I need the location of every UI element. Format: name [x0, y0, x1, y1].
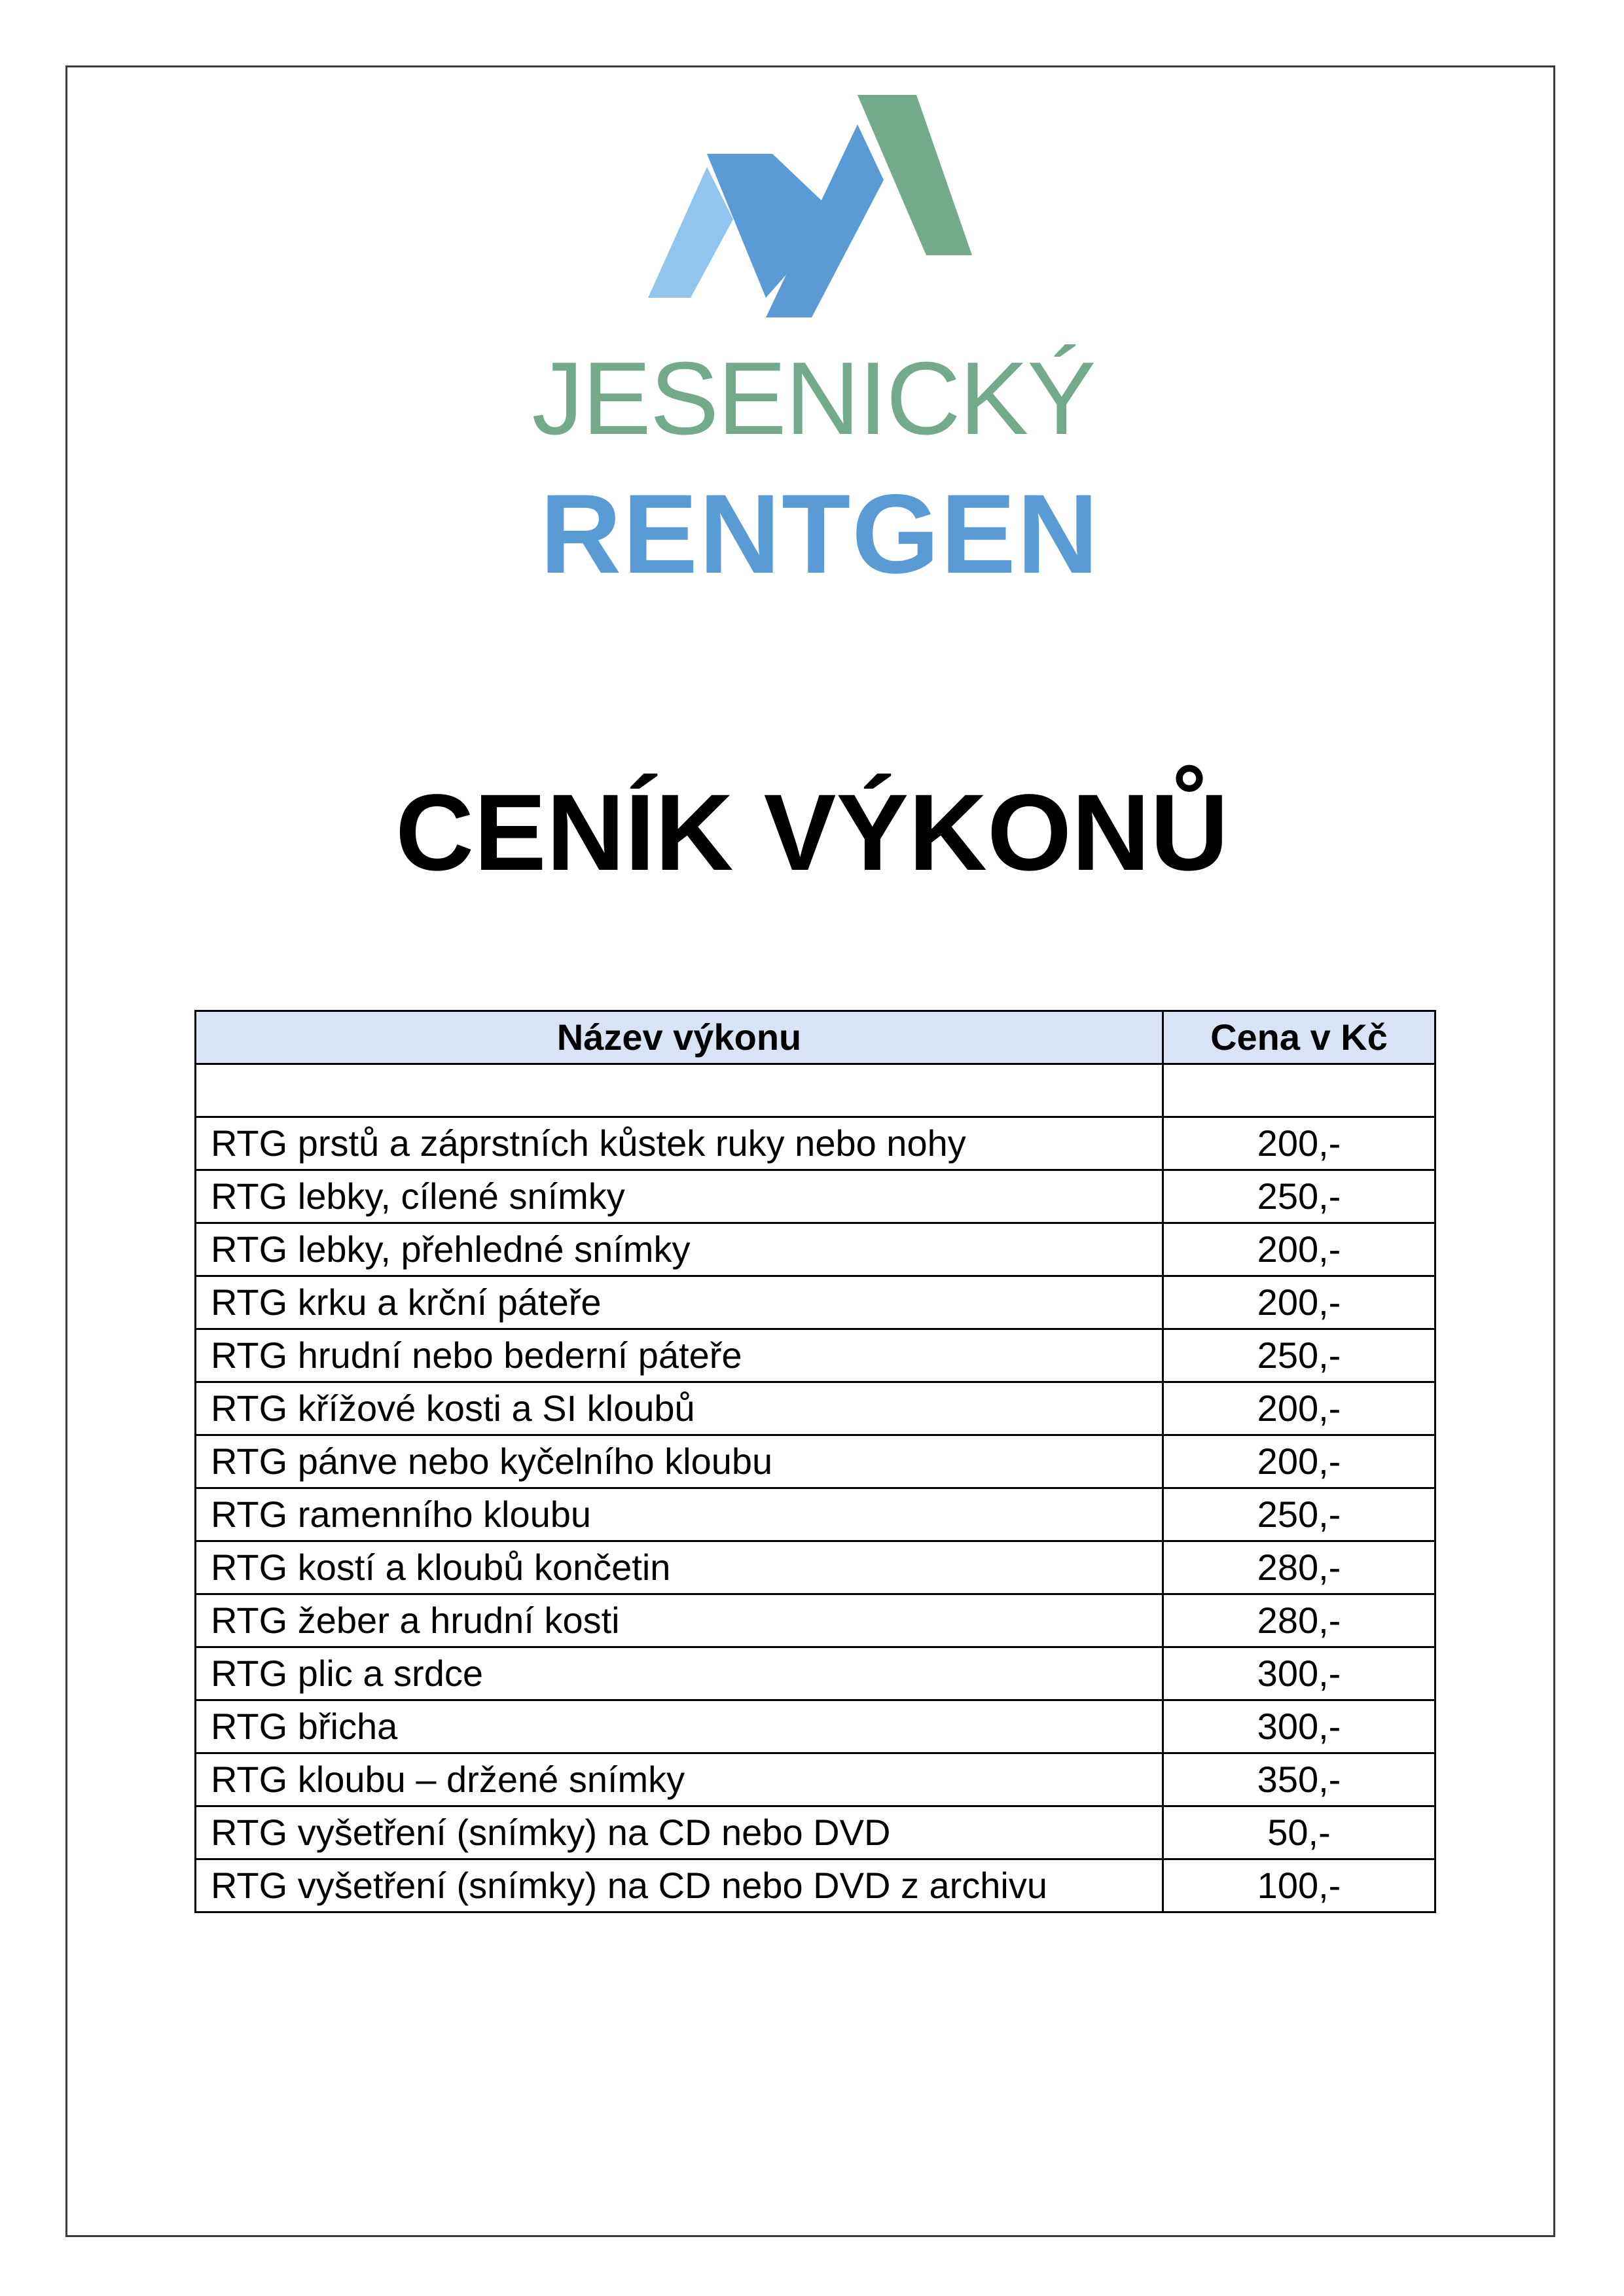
table-row — [196, 1753, 1435, 1806]
row-name: RTG pánve nebo kyčelního kloubu — [196, 1435, 1163, 1488]
header-price: Cena v Kč — [1163, 1011, 1435, 1064]
table-row — [196, 1276, 1435, 1329]
logo-text-rentgen: RENTGEN — [540, 471, 1100, 597]
row-price: 200,- — [1163, 1223, 1435, 1276]
row-name: RTG vyšetření (snímky) na CD nebo DVD z archivu — [196, 1859, 1163, 1912]
row-price: 200,- — [1163, 1382, 1435, 1435]
row-name: RTG krku a krční páteře — [196, 1276, 1163, 1329]
row-price: 250,- — [1163, 1170, 1435, 1223]
table-row — [196, 1382, 1435, 1435]
row-price: 280,- — [1163, 1594, 1435, 1647]
row-price: 280,- — [1163, 1541, 1435, 1594]
row-name: RTG ramenního kloubu — [196, 1488, 1163, 1541]
row-name — [196, 1064, 1163, 1117]
table-row — [196, 1064, 1435, 1117]
table-row — [196, 1329, 1435, 1382]
table-row — [196, 1170, 1435, 1223]
table-row — [196, 1647, 1435, 1700]
table-row — [196, 1594, 1435, 1647]
row-price: 100,- — [1163, 1859, 1435, 1912]
row-name: RTG kloubu – držené snímky — [196, 1753, 1163, 1806]
row-name: RTG křížové kosti a SI kloubů — [196, 1382, 1163, 1435]
row-name: RTG plic a srdce — [196, 1647, 1163, 1700]
row-price: 50,- — [1163, 1806, 1435, 1859]
logo-mark-icon — [648, 95, 975, 327]
row-price: 200,- — [1163, 1117, 1435, 1170]
row-price: 200,- — [1163, 1435, 1435, 1488]
table-row — [196, 1223, 1435, 1276]
row-price: 300,- — [1163, 1647, 1435, 1700]
table-row — [196, 1806, 1435, 1859]
table-row — [196, 1541, 1435, 1594]
row-name: RTG vyšetření (snímky) na CD nebo DVD — [196, 1806, 1163, 1859]
table-row — [196, 1117, 1435, 1170]
table-row — [196, 1859, 1435, 1912]
header-name: Název výkonu — [196, 1011, 1163, 1064]
row-price: 200,- — [1163, 1276, 1435, 1329]
row-name: RTG žeber a hrudní kosti — [196, 1594, 1163, 1647]
row-price: 300,- — [1163, 1700, 1435, 1753]
row-price: 350,- — [1163, 1753, 1435, 1806]
price-table — [194, 1010, 1436, 1913]
row-name: RTG lebky, přehledné snímky — [196, 1223, 1163, 1276]
row-name: RTG prstů a záprstních kůstek ruky nebo nohy — [196, 1117, 1163, 1170]
table-row — [196, 1700, 1435, 1753]
table-row — [196, 1488, 1435, 1541]
row-name: RTG kostí a kloubů končetin — [196, 1541, 1163, 1594]
row-price — [1163, 1064, 1435, 1117]
page-title: CENÍK VÝKONŮ — [395, 772, 1229, 893]
logo-text-jesenicky: JESENICKÝ — [532, 341, 1095, 456]
row-name: RTG lebky, cílené snímky — [196, 1170, 1163, 1223]
row-name: RTG hrudní nebo bederní páteře — [196, 1329, 1163, 1382]
row-name: RTG břicha — [196, 1700, 1163, 1753]
table-row — [196, 1435, 1435, 1488]
table-header-row — [196, 1011, 1435, 1064]
row-price: 250,- — [1163, 1329, 1435, 1382]
row-price: 250,- — [1163, 1488, 1435, 1541]
